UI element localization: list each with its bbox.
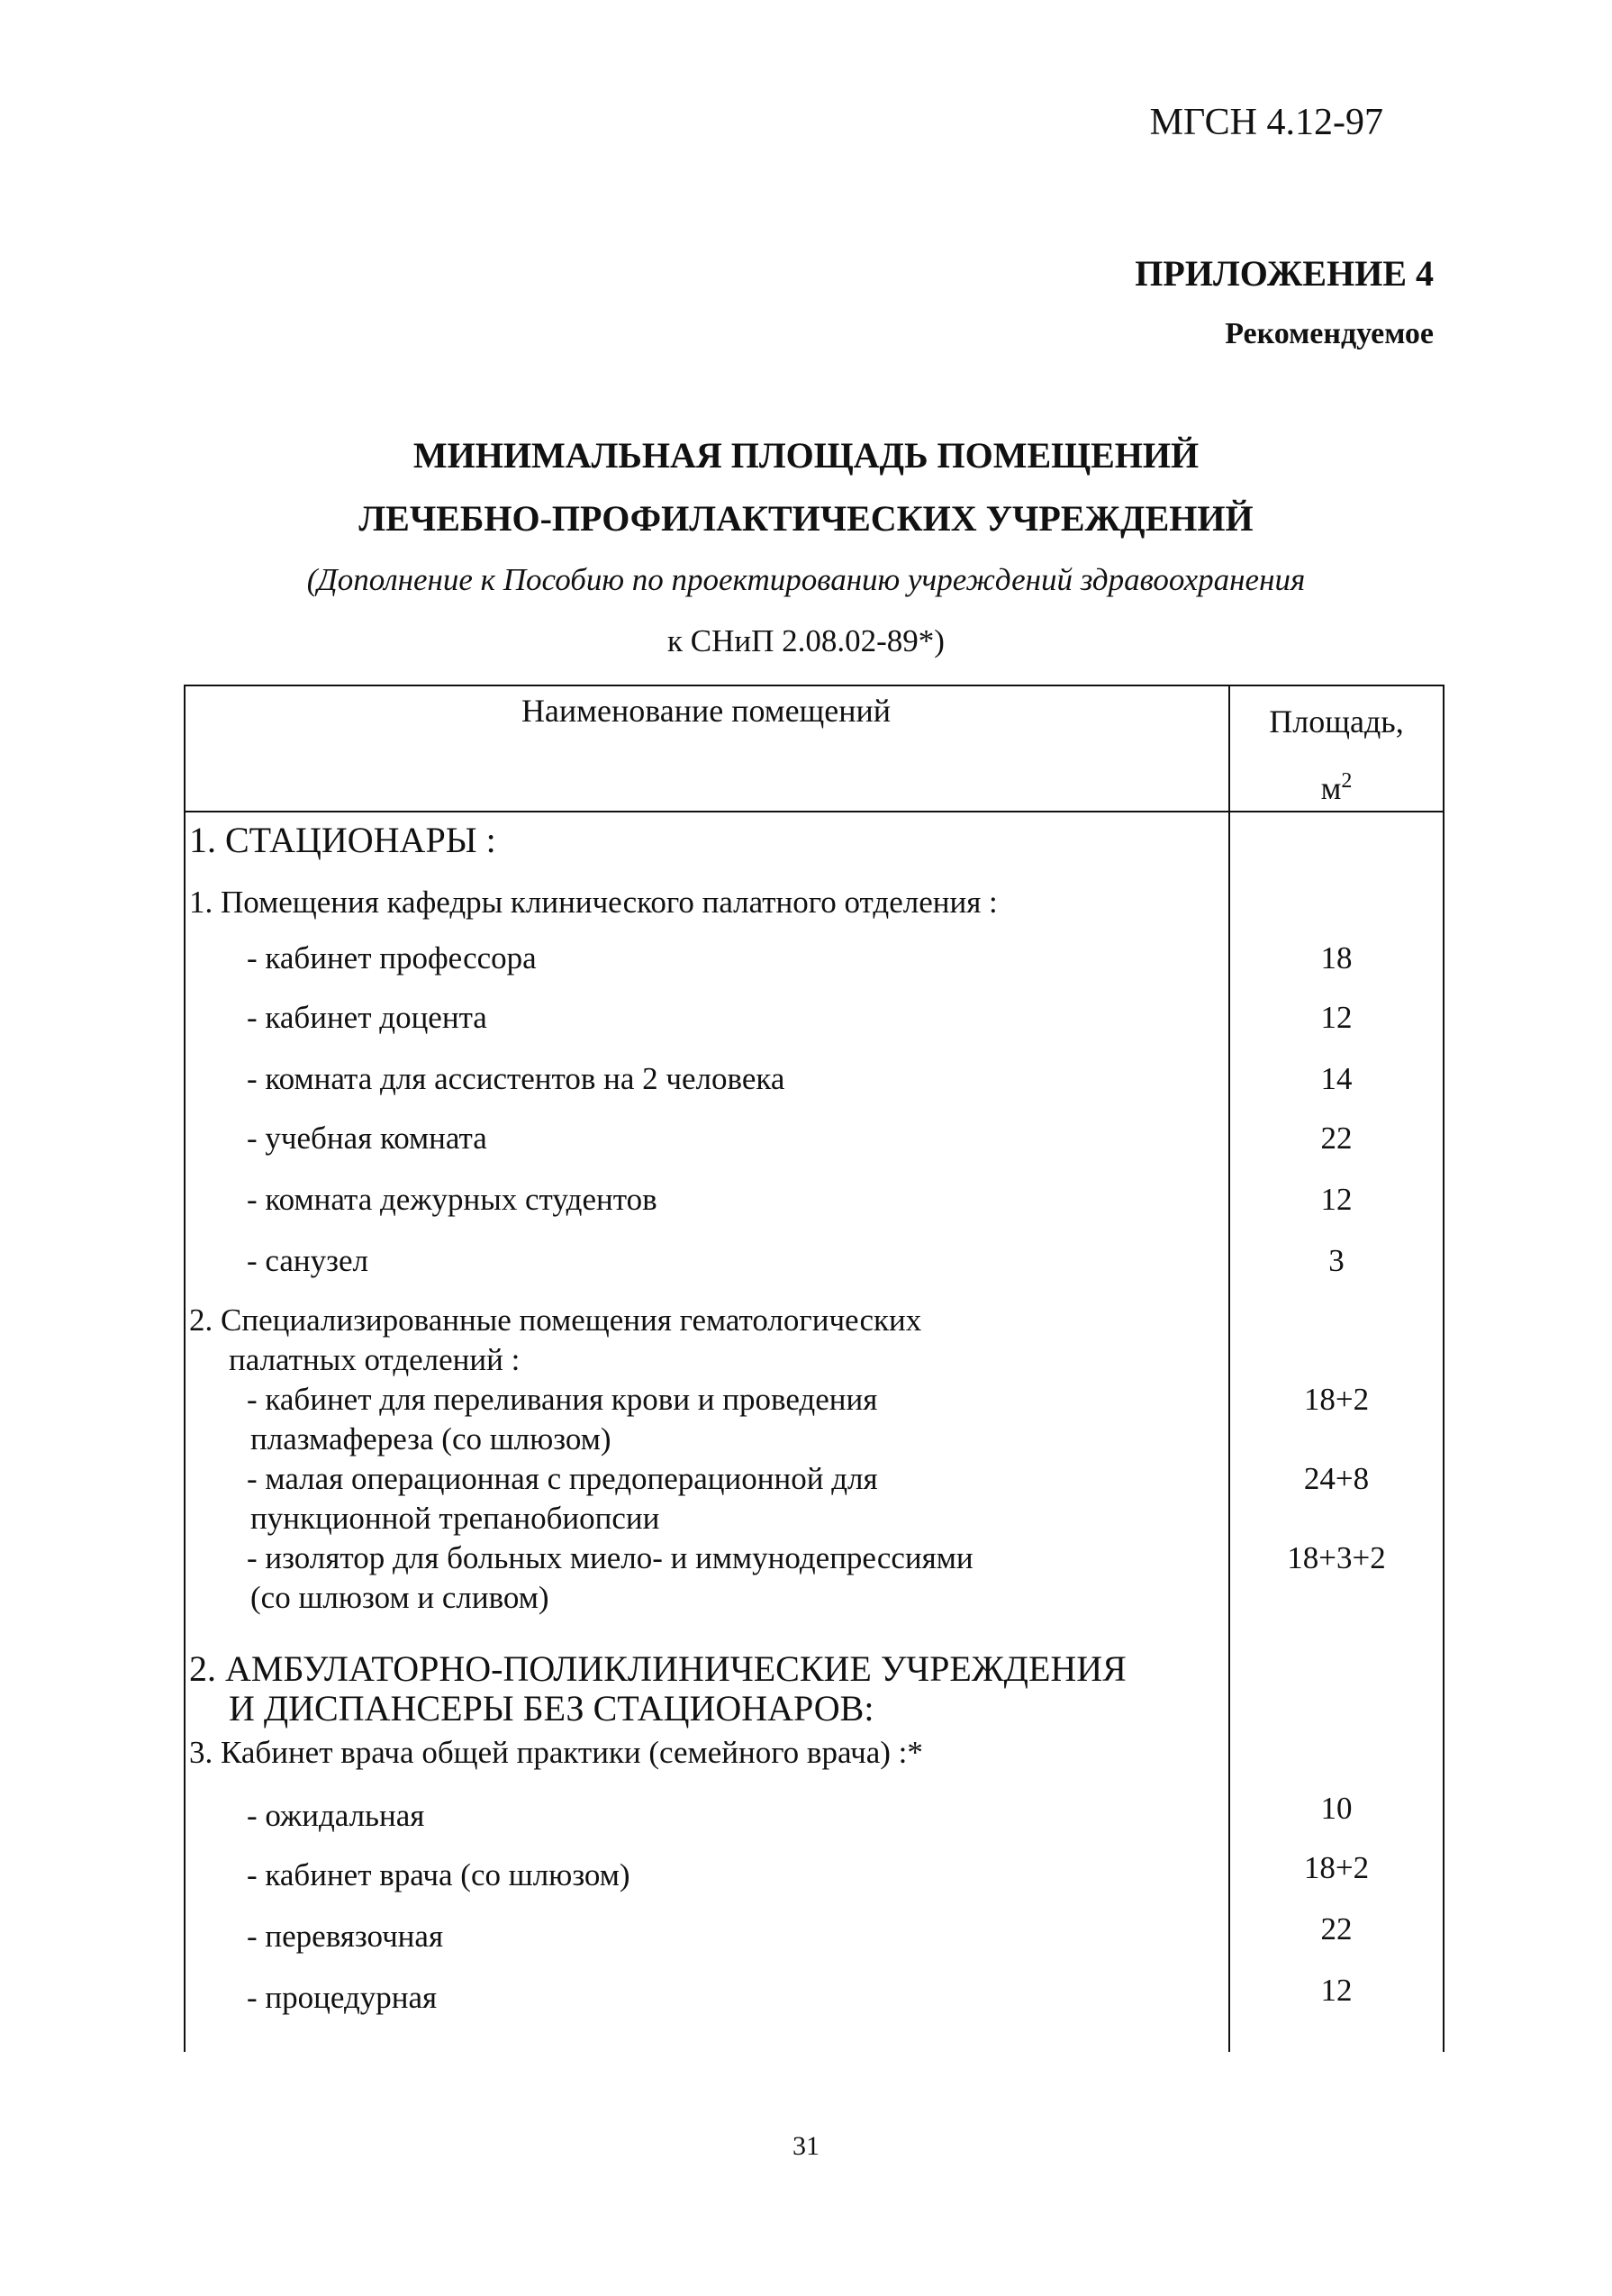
appendix-status: Рекомендуемое — [1225, 317, 1434, 350]
table-row-cont: пункционной трепанобиопсии — [250, 1501, 660, 1536]
table-row-section-cont: И ДИСПАНСЕРЫ БЕЗ СТАЦИОНАРОВ: — [229, 1688, 874, 1729]
table-row-value: 10 — [1320, 1791, 1353, 1826]
column-header-name: Наименование помещений — [521, 693, 892, 729]
page-number: 31 — [792, 2131, 820, 2161]
table-row-value: 22 — [1320, 1911, 1353, 1947]
column-header-area — [1230, 692, 1443, 818]
table-row-subsection: 1. Помещения кафедры клинического палатного отделения : — [189, 885, 998, 920]
table-row: - перевязочная — [247, 1919, 444, 1954]
table-row: - кабинет врача (со шлюзом) — [247, 1857, 630, 1892]
table-row: - кабинет профессора — [247, 940, 537, 976]
table-row-subsection: 3. Кабинет врача общей практики (семейного врача) :* — [189, 1735, 923, 1770]
table-row-value: 18+3+2 — [1287, 1540, 1386, 1575]
table-row: - кабинет для переливания крови и проведения — [247, 1382, 878, 1417]
subtitle-line-2: к СНиП 2.08.02-89*) — [667, 623, 945, 658]
table-column-divider — [1228, 685, 1230, 2052]
table-row-value: 12 — [1320, 1000, 1353, 1035]
table-right-border — [1443, 685, 1444, 2052]
table-row-value: 18+2 — [1303, 1382, 1370, 1417]
table-row-cont: плазмафереза (со шлюзом) — [250, 1421, 611, 1457]
table-row-value: 3 — [1328, 1243, 1345, 1278]
table-row-value: 12 — [1320, 1182, 1353, 1217]
area-table — [184, 685, 1444, 2052]
main-title-line-1: МИНИМАЛЬНАЯ ПЛОЩАДЬ ПОМЕЩЕНИЙ — [412, 435, 1200, 476]
table-row-value: 18+2 — [1303, 1850, 1370, 1885]
table-row-value: 22 — [1320, 1121, 1353, 1156]
main-title-line-2: ЛЕЧЕБНО-ПРОФИЛАКТИЧЕСКИХ УЧРЕЖДЕНИЙ — [358, 498, 1254, 539]
table-left-border — [184, 685, 186, 2052]
table-row-section: 1. СТАЦИОНАРЫ : — [189, 820, 496, 860]
table-row: - ожидальная — [247, 1798, 425, 1833]
table-row: - изолятор для больных миело- и иммунодепрессиями — [247, 1540, 974, 1575]
table-row-subsection-cont: палатных отделений : — [229, 1342, 521, 1377]
table-row-section: 2. АМБУЛАТОРНО-ПОЛИКЛИНИЧЕСКИЕ УЧРЕЖДЕНИЯ — [189, 1648, 1127, 1689]
table-row-cont: (со шлюзом и сливом) — [250, 1580, 549, 1615]
table-row: - комната дежурных студентов — [247, 1182, 657, 1217]
table-row-value: 18 — [1320, 940, 1353, 976]
table-row-value: 14 — [1320, 1061, 1353, 1096]
column-header-area-label: Площадь, — [1269, 703, 1404, 740]
table-top-border — [184, 685, 1444, 686]
table-row: - процедурная — [247, 1980, 438, 2015]
column-header-area-unit: м — [1320, 770, 1342, 806]
subtitle-line-1: (Дополнение к Пособию по проектированию учреждений здравоохранения — [306, 562, 1306, 597]
column-header-area-unit-sup: 2 — [1341, 769, 1353, 793]
table-row-value: 24+8 — [1303, 1461, 1370, 1496]
document-code: МГСН 4.12-97 — [1149, 102, 1383, 143]
appendix-title: ПРИЛОЖЕНИЕ 4 — [1135, 253, 1434, 294]
table-row: - кабинет доцента — [247, 1000, 487, 1035]
column-header-area-unit-wrap — [1230, 751, 1443, 818]
table-row: - комната для ассистентов на 2 человека — [247, 1061, 785, 1096]
table-row-value: 12 — [1320, 1973, 1353, 2008]
table-row: - учебная комната — [247, 1121, 487, 1156]
table-row-subsection: 2. Специализированные помещения гематологических — [189, 1302, 922, 1338]
table-row: - санузел — [247, 1243, 368, 1278]
table-row: - малая операционная с предоперационной для — [247, 1461, 878, 1496]
